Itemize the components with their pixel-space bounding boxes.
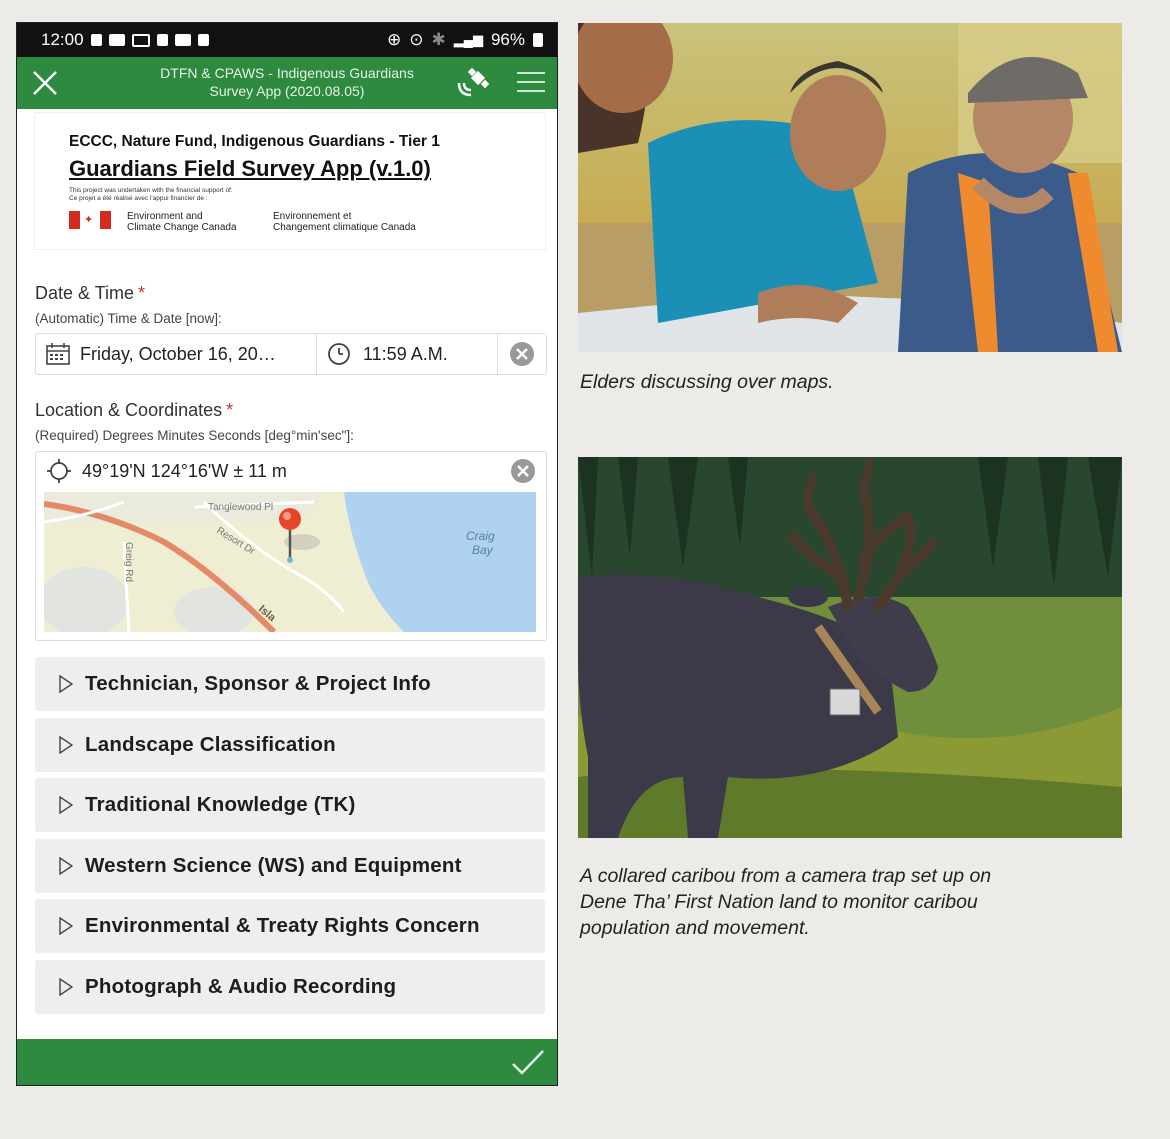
coordinates-value: 49°19'N 124°16'W ± 11 m — [82, 460, 287, 481]
section-label: Western Science (WS) and Equipment — [85, 853, 462, 877]
expand-triangle-icon — [59, 736, 73, 754]
caption-photo2-line1: A collared caribou from a camera trap set up on — [580, 865, 992, 887]
youtube-icon — [109, 34, 125, 46]
org-en-2: Climate Change Canada — [127, 222, 237, 233]
clock-icon — [327, 342, 351, 366]
date-time-label — [35, 283, 145, 304]
location-map[interactable] — [44, 492, 536, 632]
date-value: Friday, October 16, 20… — [80, 343, 276, 364]
battery-icon — [533, 33, 543, 47]
location-hint: (Required) Degrees Minutes Seconds [deg°min'sec"]: — [35, 428, 354, 443]
date-time-field — [35, 333, 547, 375]
close-icon[interactable] — [29, 67, 61, 99]
support-en: This project was undertaken with the financial support of: — [69, 187, 233, 194]
support-fr: Ce projet a été réalisé avec l'appui financier de : — [69, 195, 208, 202]
section-label: Photograph & Audio Recording — [85, 974, 397, 998]
map-street-label: Tanglewood Pl — [208, 502, 274, 513]
section-accordion[interactable] — [35, 778, 545, 832]
map-street-label: Isla — [256, 603, 278, 625]
date-time-hint: (Automatic) Time & Date [now]: — [35, 311, 222, 326]
expand-triangle-icon — [59, 796, 73, 814]
clear-datetime-button[interactable] — [498, 334, 546, 374]
app-bar — [17, 57, 557, 109]
mail-icon — [132, 34, 150, 47]
footer-bar — [17, 1039, 557, 1085]
org-fr-2: Changement climatique Canada — [273, 222, 416, 233]
caption-photo1: Elders discussing over maps. — [580, 371, 834, 393]
notification-icon — [91, 34, 102, 46]
expand-triangle-icon — [59, 675, 73, 693]
section-label: Environmental & Treaty Rights Concern — [85, 914, 480, 937]
canada-flag-icon: ✦ — [69, 211, 111, 229]
calendar-icon — [46, 343, 70, 365]
music-icon — [157, 34, 168, 46]
location-label-text: Location & Coordinates — [35, 400, 223, 420]
time-picker[interactable] — [317, 334, 498, 374]
elders-image — [578, 23, 1122, 352]
section-accordion[interactable] — [35, 960, 545, 1014]
hamburger-menu-icon[interactable] — [517, 70, 545, 94]
caribou-image — [578, 457, 1122, 838]
banner-line1: ECCC, Nature Fund, Indigenous Guardians - Tier 1 — [69, 133, 440, 150]
map-street-label: Resort Dr — [214, 525, 257, 558]
app-title-line2: Survey App (2020.08.05) — [209, 83, 365, 99]
required-mark: * — [226, 400, 234, 420]
location-label — [35, 400, 233, 421]
app-title-line1: DTFN & CPAWS - Indigenous Guardians — [160, 65, 414, 81]
expand-triangle-icon — [59, 917, 73, 935]
alarm-icon — [198, 34, 209, 46]
date-time-label-text: Date & Time — [35, 283, 135, 303]
sync-icon: ⊕ — [387, 30, 402, 49]
section-accordion[interactable] — [35, 839, 545, 893]
expand-triangle-icon — [59, 978, 73, 996]
satellite-gps-icon[interactable] — [455, 67, 491, 99]
signal-icon: ▂▄▆ — [453, 32, 483, 47]
org-name-fr — [273, 211, 416, 233]
section-accordion[interactable] — [35, 657, 545, 711]
section-label: Traditional Knowledge (TK) — [85, 793, 356, 816]
map-bay-label: Craig — [466, 529, 495, 543]
caption-photo2-line3: population and movement. — [580, 917, 810, 939]
map-street-label: Greig Rd — [123, 542, 134, 583]
status-bar — [17, 23, 557, 57]
phone-screenshot — [16, 22, 558, 1086]
crosshair-icon — [46, 458, 72, 484]
status-time: 12:00 — [41, 30, 84, 49]
expand-triangle-icon — [59, 857, 73, 875]
photo-elders-maps — [578, 23, 1122, 352]
map-pin-icon — [279, 508, 301, 530]
location-field[interactable] — [35, 451, 547, 641]
required-mark: * — [138, 283, 146, 303]
org-name-en — [127, 211, 237, 233]
banner-title: Guardians Field Survey App (v.1.0) — [69, 156, 431, 181]
project-banner — [35, 113, 545, 249]
banner-support — [69, 187, 233, 203]
section-label: Technician, Sponsor & Project Info — [85, 672, 431, 695]
section-label: Landscape Classification — [85, 732, 336, 756]
caption-photo2-line2: Dene Tha’ First Nation land to monitor caribou — [580, 891, 978, 913]
battery-percent: 96% — [490, 30, 525, 49]
org-en-1: Environment and — [127, 211, 203, 222]
photo-caribou — [578, 457, 1122, 838]
bluetooth-icon: ✱ — [431, 30, 446, 49]
submit-check-icon[interactable] — [511, 1048, 545, 1076]
map-bay-label: Bay — [472, 543, 493, 557]
date-picker[interactable] — [36, 334, 317, 374]
caption-photo2 — [580, 863, 991, 941]
org-fr-1: Environnement et — [273, 211, 352, 222]
time-value: 11:59 A.M. — [363, 343, 448, 364]
section-accordion[interactable] — [35, 718, 545, 772]
clear-icon — [509, 341, 535, 367]
clear-location-icon[interactable] — [510, 458, 536, 484]
location-icon: ⊙ — [409, 30, 424, 49]
section-accordion[interactable] — [35, 899, 545, 953]
app-title — [127, 64, 447, 100]
calendar-icon — [175, 34, 191, 46]
